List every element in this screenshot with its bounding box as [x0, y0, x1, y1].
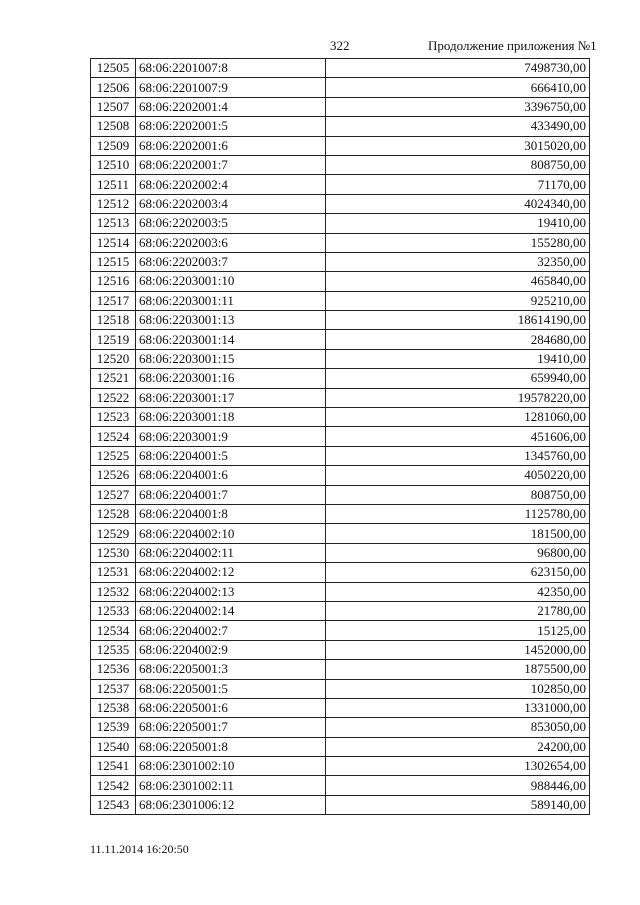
row-number-cell: 12509 — [91, 136, 136, 155]
row-number-cell: 12541 — [91, 757, 136, 776]
table-row — [91, 718, 590, 737]
table-row — [91, 330, 590, 349]
cadastral-value-cell: 155280,00 — [326, 233, 590, 252]
cadastral-value-cell: 24200,00 — [326, 737, 590, 756]
cadastral-value-cell: 3396750,00 — [326, 97, 590, 116]
table-row — [91, 252, 590, 271]
cadastral-value-cell: 18614190,00 — [326, 311, 590, 330]
table-row — [91, 272, 590, 291]
cadastral-number-cell: 68:06:2202002:4 — [136, 175, 326, 194]
row-number-cell: 12530 — [91, 543, 136, 562]
cadastral-value-cell: 465840,00 — [326, 272, 590, 291]
cadastral-number-cell: 68:06:2203001:9 — [136, 427, 326, 446]
row-number-cell: 12527 — [91, 485, 136, 504]
cadastral-number-cell: 68:06:2203001:13 — [136, 311, 326, 330]
table-row — [91, 563, 590, 582]
row-number-cell: 12520 — [91, 349, 136, 368]
appendix-continuation-title: Продолжение приложения №1 — [428, 38, 597, 53]
cadastral-value-cell: 433490,00 — [326, 117, 590, 136]
cadastral-number-cell: 68:06:2202003:5 — [136, 214, 326, 233]
row-number-cell: 12505 — [91, 59, 136, 78]
cadastral-value-cell: 808750,00 — [326, 485, 590, 504]
table-row — [91, 582, 590, 601]
cadastral-number-cell: 68:06:2204002:12 — [136, 563, 326, 582]
cadastral-value-cell: 1302654,00 — [326, 757, 590, 776]
cadastral-number-cell: 68:06:2301006:12 — [136, 795, 326, 814]
row-number-cell: 12522 — [91, 388, 136, 407]
table-row — [91, 601, 590, 620]
row-number-cell: 12516 — [91, 272, 136, 291]
row-number-cell: 12535 — [91, 640, 136, 659]
cadastral-number-cell: 68:06:2301002:11 — [136, 776, 326, 795]
row-number-cell: 12515 — [91, 252, 136, 271]
cadastral-number-cell: 68:06:2205001:5 — [136, 679, 326, 698]
cadastral-value-cell: 988446,00 — [326, 776, 590, 795]
cadastral-number-cell: 68:06:2204002:13 — [136, 582, 326, 601]
row-number-cell: 12538 — [91, 698, 136, 717]
row-number-cell: 12525 — [91, 446, 136, 465]
row-number-cell: 12539 — [91, 718, 136, 737]
cadastral-value-cell: 3015020,00 — [326, 136, 590, 155]
table-row — [91, 408, 590, 427]
cadastral-number-cell: 68:06:2205001:8 — [136, 737, 326, 756]
cadastral-number-cell: 68:06:2203001:14 — [136, 330, 326, 349]
table-row — [91, 311, 590, 330]
cadastral-number-cell: 68:06:2202001:6 — [136, 136, 326, 155]
row-number-cell: 12540 — [91, 737, 136, 756]
table-row — [91, 466, 590, 485]
cadastral-number-cell: 68:06:2201007:8 — [136, 59, 326, 78]
cadastral-number-cell: 68:06:2202001:7 — [136, 155, 326, 174]
cadastral-number-cell: 68:06:2204001:8 — [136, 504, 326, 523]
row-number-cell: 12531 — [91, 563, 136, 582]
row-number-cell: 12534 — [91, 621, 136, 640]
cadastral-value-cell: 589140,00 — [326, 795, 590, 814]
cadastral-number-cell: 68:06:2203001:15 — [136, 349, 326, 368]
table-row — [91, 795, 590, 814]
cadastral-number-cell: 68:06:2203001:18 — [136, 408, 326, 427]
cadastral-value-cell: 451606,00 — [326, 427, 590, 446]
table-row — [91, 117, 590, 136]
cadastral-value-cell: 19410,00 — [326, 214, 590, 233]
row-number-cell: 12517 — [91, 291, 136, 310]
cadastral-value-cell: 659940,00 — [326, 369, 590, 388]
table-row — [91, 388, 590, 407]
cadastral-number-cell: 68:06:2202003:4 — [136, 194, 326, 213]
table-row — [91, 640, 590, 659]
cadastral-number-cell: 68:06:2204002:14 — [136, 601, 326, 620]
cadastral-value-cell: 1281060,00 — [326, 408, 590, 427]
cadastral-number-cell: 68:06:2203001:16 — [136, 369, 326, 388]
row-number-cell: 12519 — [91, 330, 136, 349]
cadastral-value-table — [90, 58, 590, 815]
row-number-cell: 12533 — [91, 601, 136, 620]
row-number-cell: 12518 — [91, 311, 136, 330]
table-row — [91, 776, 590, 795]
cadastral-value-cell: 808750,00 — [326, 155, 590, 174]
row-number-cell: 12536 — [91, 660, 136, 679]
cadastral-value-cell: 4050220,00 — [326, 466, 590, 485]
cadastral-value-cell: 4024340,00 — [326, 194, 590, 213]
row-number-cell: 12526 — [91, 466, 136, 485]
cadastral-value-cell: 666410,00 — [326, 78, 590, 97]
cadastral-value-cell: 1452000,00 — [326, 640, 590, 659]
cadastral-number-cell: 68:06:2205001:6 — [136, 698, 326, 717]
cadastral-value-cell: 623150,00 — [326, 563, 590, 582]
row-number-cell: 12510 — [91, 155, 136, 174]
cadastral-value-cell: 15125,00 — [326, 621, 590, 640]
row-number-cell: 12523 — [91, 408, 136, 427]
cadastral-value-cell: 1125780,00 — [326, 504, 590, 523]
row-number-cell: 12543 — [91, 795, 136, 814]
table-row — [91, 136, 590, 155]
table-row — [91, 737, 590, 756]
cadastral-number-cell: 68:06:2204001:5 — [136, 446, 326, 465]
table-row — [91, 194, 590, 213]
cadastral-number-cell: 68:06:2301002:10 — [136, 757, 326, 776]
table-row — [91, 504, 590, 523]
table-row — [91, 78, 590, 97]
table-row — [91, 427, 590, 446]
table-row — [91, 369, 590, 388]
cadastral-value-cell: 19578220,00 — [326, 388, 590, 407]
cadastral-value-cell: 19410,00 — [326, 349, 590, 368]
table-row — [91, 175, 590, 194]
table-row — [91, 214, 590, 233]
row-number-cell: 12507 — [91, 97, 136, 116]
cadastral-number-cell: 68:06:2204001:6 — [136, 466, 326, 485]
table-row — [91, 660, 590, 679]
row-number-cell: 12528 — [91, 504, 136, 523]
cadastral-number-cell: 68:06:2202001:5 — [136, 117, 326, 136]
cadastral-number-cell: 68:06:2205001:3 — [136, 660, 326, 679]
table-row — [91, 155, 590, 174]
row-number-cell: 12529 — [91, 524, 136, 543]
print-timestamp: 11.11.2014 16:20:50 — [90, 842, 189, 856]
cadastral-value-cell: 284680,00 — [326, 330, 590, 349]
table-row — [91, 757, 590, 776]
cadastral-value-cell: 1875500,00 — [326, 660, 590, 679]
cadastral-value-cell: 181500,00 — [326, 524, 590, 543]
row-number-cell: 12532 — [91, 582, 136, 601]
cadastral-number-cell: 68:06:2202003:7 — [136, 252, 326, 271]
table-row — [91, 59, 590, 78]
cadastral-number-cell: 68:06:2202001:4 — [136, 97, 326, 116]
table-row — [91, 446, 590, 465]
table-row — [91, 349, 590, 368]
cadastral-number-cell: 68:06:2203001:11 — [136, 291, 326, 310]
table-row — [91, 679, 590, 698]
table-row — [91, 621, 590, 640]
row-number-cell: 12537 — [91, 679, 136, 698]
row-number-cell: 12511 — [91, 175, 136, 194]
cadastral-number-cell: 68:06:2203001:10 — [136, 272, 326, 291]
cadastral-value-cell: 853050,00 — [326, 718, 590, 737]
cadastral-value-cell: 1331000,00 — [326, 698, 590, 717]
cadastral-value-cell: 42350,00 — [326, 582, 590, 601]
cadastral-number-cell: 68:06:2204002:9 — [136, 640, 326, 659]
cadastral-value-cell: 102850,00 — [326, 679, 590, 698]
cadastral-value-cell: 21780,00 — [326, 601, 590, 620]
table-row — [91, 524, 590, 543]
table-row — [91, 97, 590, 116]
table-row — [91, 291, 590, 310]
row-number-cell: 12542 — [91, 776, 136, 795]
cadastral-value-cell: 925210,00 — [326, 291, 590, 310]
cadastral-number-cell: 68:06:2204001:7 — [136, 485, 326, 504]
table-row — [91, 233, 590, 252]
cadastral-value-cell: 71170,00 — [326, 175, 590, 194]
cadastral-value-cell: 96800,00 — [326, 543, 590, 562]
row-number-cell: 12506 — [91, 78, 136, 97]
cadastral-value-cell: 7498730,00 — [326, 59, 590, 78]
cadastral-number-cell: 68:06:2203001:17 — [136, 388, 326, 407]
table-row — [91, 543, 590, 562]
page-number: 322 — [330, 38, 350, 53]
cadastral-value-cell: 1345760,00 — [326, 446, 590, 465]
cadastral-number-cell: 68:06:2202003:6 — [136, 233, 326, 252]
row-number-cell: 12524 — [91, 427, 136, 446]
cadastral-number-cell: 68:06:2204002:10 — [136, 524, 326, 543]
cadastral-number-cell: 68:06:2204002:7 — [136, 621, 326, 640]
row-number-cell: 12521 — [91, 369, 136, 388]
cadastral-number-cell: 68:06:2204002:11 — [136, 543, 326, 562]
row-number-cell: 12512 — [91, 194, 136, 213]
row-number-cell: 12508 — [91, 117, 136, 136]
table-row — [91, 485, 590, 504]
cadastral-number-cell: 68:06:2205001:7 — [136, 718, 326, 737]
table-body — [91, 59, 590, 815]
cadastral-number-cell: 68:06:2201007:9 — [136, 78, 326, 97]
row-number-cell: 12514 — [91, 233, 136, 252]
row-number-cell: 12513 — [91, 214, 136, 233]
table-row — [91, 698, 590, 717]
cadastral-value-cell: 32350,00 — [326, 252, 590, 271]
